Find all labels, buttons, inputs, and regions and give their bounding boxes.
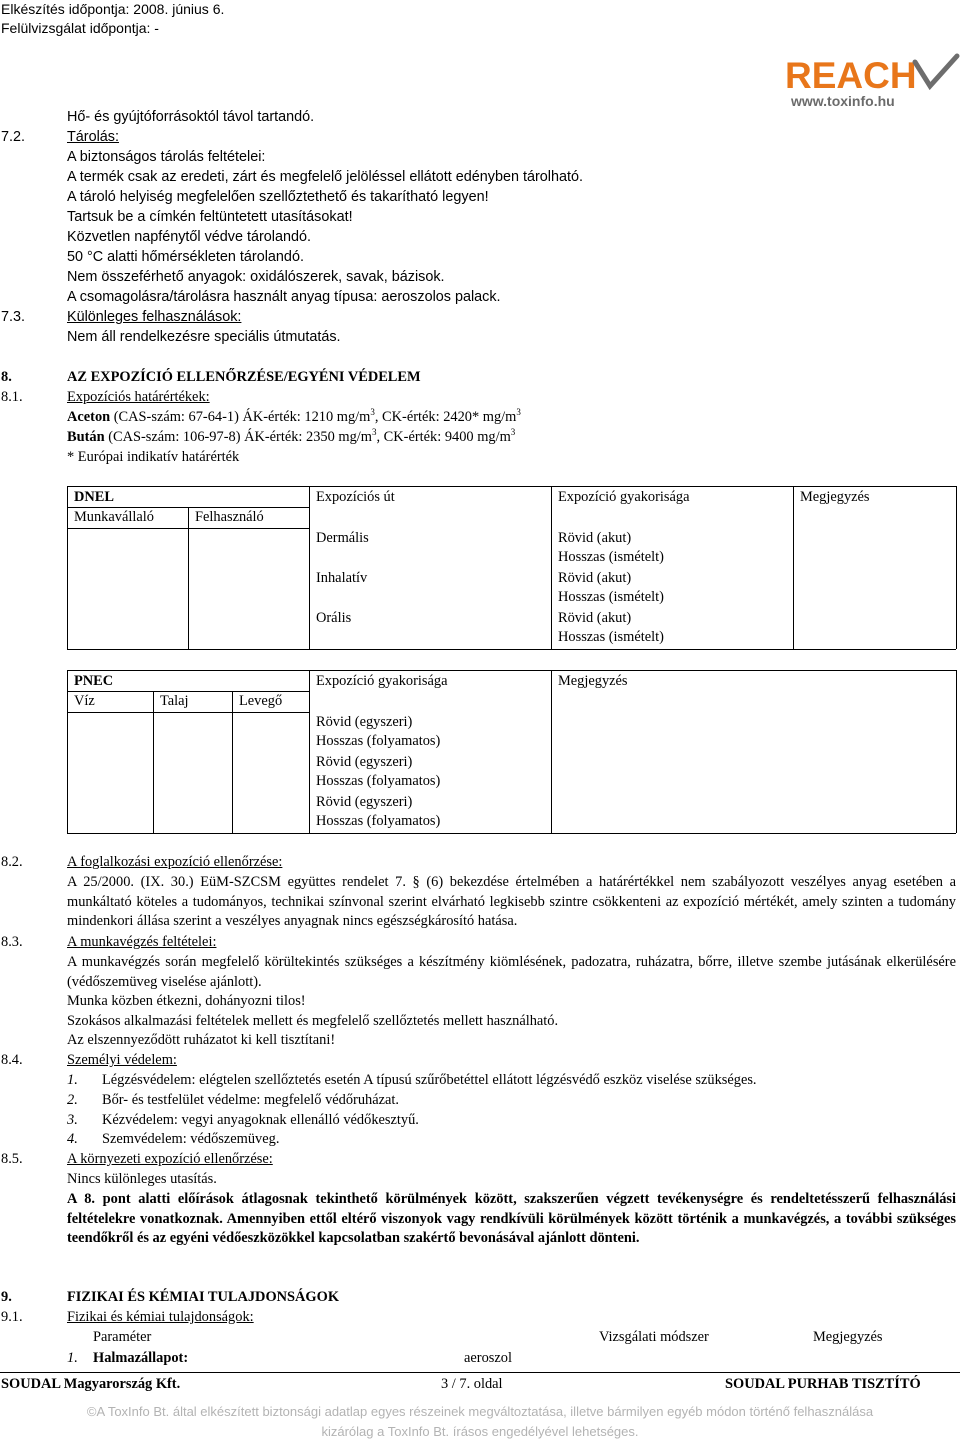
eu-indicative-note: * Európai indikatív határérték [67,449,240,465]
work-condition-line: Munka közben étkezni, dohányozni tilos! [67,993,306,1009]
section-8-title: AZ EXPOZÍCIÓ ELLENŐRZÉSE/EGYÉNI VÉDELEM [67,369,421,385]
pnec-short: Rövid (egyszeri) [316,714,413,730]
dnel-route: Dermális [316,530,369,546]
section-7-3-number: 7.3. [1,309,26,325]
revision-date: Felülvizsgálat időpontja: - [1,20,159,36]
dnel-worker-header: Munkavállaló [74,509,154,525]
dnel-long: Hosszas (ismételt) [558,549,664,565]
param-row-label: Halmazállapot: [93,1350,189,1366]
param-column-header: Paraméter [93,1329,152,1345]
dnel-long: Hosszas (ismételt) [558,629,664,645]
section-7-2-heading: Tárolás: [67,129,119,145]
aceton-limit: Aceton (CAS-szám: 67-64-1) ÁK-érték: 1210 $mg/m^3$, CK-érték: 2420* $mg/m^3$ [67,407,521,425]
work-condition-line: Az elszennyeződött ruházatot ki kell tisztítani! [67,1032,336,1048]
dnel-short: Rövid (akut) [558,610,632,626]
dnel-route-header: Expozíciós út [316,489,395,505]
storage-line: A termék csak az eredeti, zárt és megfelelő jelöléssel ellátott edényben tárolható. [67,169,583,185]
protection-item: Szemvédelem: védőszemüveg. [102,1131,280,1147]
note-column-header: Megjegyzés [813,1329,883,1345]
environmental-note: Nincs különleges utasítás. [67,1171,217,1187]
special-use-note: Nem áll rendelkezésre speciális útmutatás. [67,329,341,345]
protection-item: Légzésvédelem: elégtelen szellőztetés esetén A típusú szűrőbetéttel ellátott légzésvédő eszköz viselése szükséges. [102,1072,757,1088]
protection-number: 4. [67,1131,78,1147]
pnec-long: Hosszas (folyamatos) [316,733,441,749]
created-date: Elkészítés időpontja: 2008. június 6. [1,1,225,17]
protection-number: 3. [67,1112,78,1128]
storage-line: A csomagolásra/tárolásra használt anyag típusa: aeroszolos palack. [67,289,501,305]
logo-brand: REACH [785,55,917,96]
dnel-title: DNEL [74,489,114,505]
heat-source-warning: Hő- és gyújtóforrásoktól távol tartandó. [67,109,315,125]
pnec-water-header: Víz [74,693,95,709]
dnel-note-header: Megjegyzés [800,489,870,505]
footer-copyright-line1: ©A ToxInfo Bt. által elkészített biztonsági adatlap egyes részeinek megváltoztatása, illetve bármilyen egyéb módon történő felhasználása [86,1404,874,1419]
footer-company: SOUDAL Magyarország Kft. [1,1376,181,1392]
dnel-route: Orális [316,610,352,626]
section-8-3-number: 8.3. [1,934,23,950]
section-8-2-number: 8.2. [1,854,23,870]
section-8-4-number: 8.4. [1,1052,23,1068]
storage-line: 50 °C alatti hőmérsékleten tárolandó. [67,249,304,265]
pnec-soil-header: Talaj [160,693,189,709]
footer-divider [0,1372,960,1373]
storage-line: Nem összeférhető anyagok: oxidálószerek, savak, bázisok. [67,269,445,285]
pnec-air-header: Levegő [239,693,283,709]
section-8-4-heading: Személyi védelem: [67,1052,177,1068]
section-8-1-heading: Expozíciós határértékek: [67,389,210,405]
footer-page-number: 3 / 7. oldal [441,1376,503,1392]
butan-limit: Bután (CAS-szám: 106-97-8) ÁK-érték: 2350 $mg/m^3$, CK-érték: 9400 $mg/m^3$ [67,427,516,445]
storage-line: Közvetlen napfénytől védve tárolandó. [67,229,312,245]
storage-line: Tartsuk be a címkén feltüntetett utasításokat! [67,209,353,225]
section-8-3-heading: A munkavégzés feltételei: [67,934,217,950]
param-row-number: 1. [67,1350,78,1366]
section-8-2-heading: A foglalkozási expozíció ellenőrzése: [67,854,283,870]
section-8-1-number: 8.1. [1,389,23,405]
dnel-route: Inhalatív [316,570,368,586]
section-9-1-number: 9.1. [1,1309,23,1325]
work-conditions-text: A munkavégzés során megfelelő körültekintés szükséges a készítmény kiömlésének, padozatra, ruházatra, bőrre, illetve szembe jutásának elkerülésére (védőszemüveg viselése ajánlott). [67,954,956,990]
section-9-1-heading: Fizikai és kémiai tulajdonságok: [67,1309,254,1325]
butan-name: Bután [67,429,105,445]
section-8-number: 8. [1,369,12,385]
work-condition-line: Szokásos alkalmazási feltételek mellett és megfelelő szellőztetés mellett használható. [67,1013,559,1029]
section-8-disclaimer: A 8. pont alatti előírások átlagosnak tekinthető körülmények között, szakszerűen végzett tevékenységre és rendeltetésszerű felhasználási feltételekre vonatkoznak. Amennyiben ettől eltérő viszonyok vagy rendkívüli körülmények között történik a munkavégzés, a további szükséges teendőkről és az egyéni védőeszközökkel kapcsolatban szakértő bevonásával ajánlott dönteni. [67,1191,956,1247]
storage-line: A tároló helyiség megfelelően szellőztethető és takarítható legyen! [67,189,489,205]
logo-site: www.toxinfo.hu [791,93,895,109]
dnel-short: Rövid (akut) [558,530,632,546]
section-9-number: 9. [1,1289,12,1305]
param-row-value: aeroszol [464,1350,512,1366]
pnec-long: Hosszas (folyamatos) [316,773,441,789]
protection-item: Bőr- és testfelület védelme: megfelelő védőruházat. [102,1092,399,1108]
aceton-name: Aceton [67,409,111,425]
pnec-long: Hosszas (folyamatos) [316,813,441,829]
dnel-long: Hosszas (ismételt) [558,589,664,605]
reach-logo [775,52,960,112]
reach-logo-graphic [775,52,960,112]
storage-line: A biztonságos tárolás feltételei: [67,149,266,165]
pnec-title: PNEC [74,673,114,689]
dnel-frequency-header: Expozíció gyakorisága [558,489,690,505]
occupational-exposure-text: A 25/2000. (IX. 30.) EüM-SZCSM együttes rendelet 7. § (6) bekezdése értelmében a határértékkel nem szabályozott veszélyes anyag esetében a munkáltató köteles a tudományos, technikai színvonal szerint elvárható legkisebb szintre csökkenteni az expozíció mértékét, amely szinten a tudomány mindenkori állása szerint a veszélyes anyagnak nincs egészségkárosító hatása. [67,874,956,930]
section-8-5-number: 8.5. [1,1151,23,1167]
pnec-note-header: Megjegyzés [558,673,628,689]
pnec-frequency-header: Expozíció gyakorisága [316,673,448,689]
protection-number: 1. [67,1072,78,1088]
protection-item: Kézvédelem: vegyi anyagoknak ellenálló védőkesztyű. [102,1112,419,1128]
section-9-title: FIZIKAI ÉS KÉMIAI TULAJDONSÁGOK [67,1289,340,1305]
method-column-header: Vizsgálati módszer [599,1329,709,1345]
dnel-user-header: Felhasználó [195,509,264,525]
protection-number: 2. [67,1092,78,1108]
dnel-short: Rövid (akut) [558,570,632,586]
footer-copyright-line2: kizárólag a ToxInfo Bt. írásos engedélyével lehetséges. [321,1424,639,1439]
section-8-5-heading: A környezeti expozíció ellenőrzése: [67,1151,273,1167]
footer-product: SOUDAL PURHAB TISZTÍTÓ [725,1376,921,1392]
section-7-2-number: 7.2. [1,129,26,145]
pnec-short: Rövid (egyszeri) [316,754,413,770]
section-7-3-heading: Különleges felhasználások: [67,309,242,325]
pnec-short: Rövid (egyszeri) [316,794,413,810]
